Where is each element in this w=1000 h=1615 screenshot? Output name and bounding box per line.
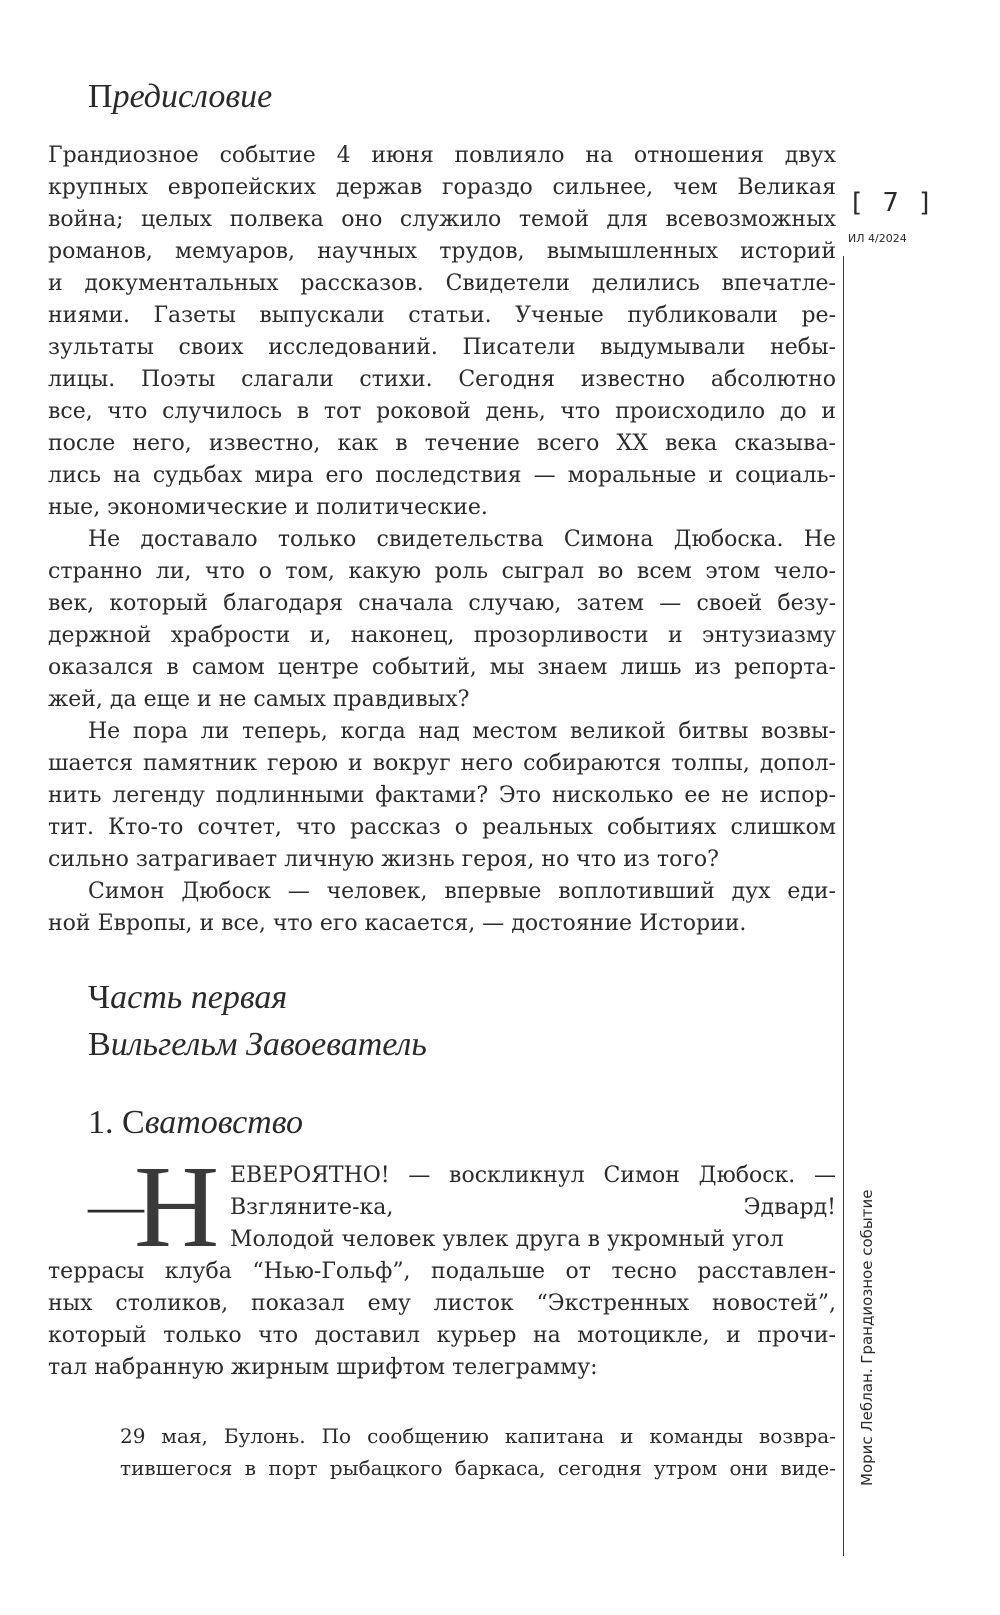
part-title (88, 975, 287, 1021)
text-line: 29 мая, Булонь. По сообщению капитана и команды возвра- (120, 1424, 836, 1448)
text-line: тал набранную жирным шрифтом телеграмму: (48, 1355, 598, 1380)
dropcap-lines (230, 1160, 836, 1256)
text-line: оказался в самом центре событий, мы знаем лишь из репорта- (48, 655, 836, 680)
dialogue-dash: — (88, 1175, 144, 1237)
part-title-rest: асть первая (110, 979, 288, 1016)
page-number: [ 7 ] (852, 188, 936, 218)
text-line: держной храбрости и, наконец, прозорливости и энтузиазму (48, 623, 836, 648)
chapter-title-initial: С (122, 1104, 145, 1141)
text-line: который только что доставил курьер на мотоцикле, и прочи- (48, 1323, 836, 1348)
part-title-initial: Ч (88, 979, 111, 1016)
telegram-quote (120, 1420, 836, 1484)
text-line: ные, экономические и политические. (48, 495, 488, 520)
text-line: шается памятник герою и вокруг него собираются толпы, допол- (48, 751, 836, 776)
text-line: зультаты своих исследований. Писатели выдумывали небы- (48, 335, 836, 360)
preface-body (48, 140, 836, 940)
text-line: век, который благодаря сначала случаю, затем — своей безу- (48, 591, 836, 616)
chapter-text (48, 1256, 836, 1384)
text-line: террасы клуба “Нью-Гольф”, подальше от тесно расставлен- (48, 1259, 836, 1284)
text-line: крупных европейских держав гораздо сильнее, чем Великая (48, 175, 836, 200)
preface-paragraph (48, 524, 836, 716)
text-line: тит. Кто-то сочтет, что рассказ о реальных событиях слишком (48, 815, 836, 840)
text-line: все, что случилось в тот роковой день, что происходило до и (48, 399, 836, 424)
running-head: Морис Леблан. Грандиозное событие (858, 1189, 876, 1486)
text-line: ЕВЕРОЯТНО! — воскликнул Симон Дюбоск. — (230, 1163, 836, 1188)
chapter-title-rest: ватовство (144, 1104, 304, 1141)
part-subtitle (88, 1022, 427, 1068)
part-subtitle-rest: ильгельм Завоеватель (110, 1026, 427, 1063)
text-line: Симон Дюбоск — человек, впервые воплотивший дух еди- (88, 879, 836, 904)
drop-cap: Н (134, 1141, 220, 1272)
text-line: Грандиозное событие 4 июня повлияло на отношения двух (48, 143, 836, 168)
text-line: тившегося в порт рыбацкого баркаса, сегодня утром они виде- (120, 1456, 836, 1480)
preface-paragraph (48, 140, 836, 524)
text-line: лись на судьбах мира его последствия — моральные и социаль- (48, 463, 836, 488)
text-line: странно ли, что о том, какую роль сыграл во всем этом чело- (48, 559, 836, 584)
text-line: и документальных рассказов. Свидетели делились впечатле- (48, 271, 836, 296)
preface-paragraph (48, 876, 836, 940)
text-line: лицы. Поэты слагали стихи. Сегодня известно абсолютно (48, 367, 836, 392)
preface-paragraph (48, 716, 836, 876)
text-line: нить легенду подлинными фактами? Это нисколько ее не испор- (48, 783, 836, 808)
text-line: Не пора ли теперь, когда над местом великой битвы возвы- (88, 719, 836, 744)
margin-rule (843, 256, 844, 1556)
preface-title-initial: П (88, 78, 113, 115)
text-line: после него, известно, как в течение всего XX века сказыва- (48, 431, 836, 456)
text-line: ной Европы, и все, что его касается, — достояние Истории. (48, 911, 747, 936)
text-line: сильно затрагивает личную жизнь героя, но что из того? (48, 847, 719, 872)
text-line: Не доставало только свидетельства Симона Дюбоска. Не (88, 527, 836, 552)
part-subtitle-initial: В (88, 1026, 111, 1063)
page-main (48, 0, 836, 1615)
text-line: Молодой человек увлек друга в укромный угол (230, 1227, 784, 1252)
text-line: ных столиков, показал ему листок “Экстренных новостей”, (48, 1291, 836, 1316)
text-line: ниями. Газеты выпускали статьи. Ученые публиковали ре- (48, 303, 836, 328)
preface-title (88, 74, 272, 120)
text-line: Взгляните-ка, Эдвард! (230, 1195, 836, 1220)
text-line: романов, мемуаров, научных трудов, вымышленных историй (48, 239, 836, 264)
chapter-number: 1. (88, 1104, 114, 1141)
text-line: война; целых полвека оно служило темой для всевозможных (48, 207, 836, 232)
preface-title-rest: редисловие (112, 78, 273, 115)
chapter-title (88, 1100, 303, 1146)
text-line: жей, да еще и не самых правдивых? (48, 687, 470, 712)
journal-issue: ИЛ 4/2024 (848, 232, 907, 245)
